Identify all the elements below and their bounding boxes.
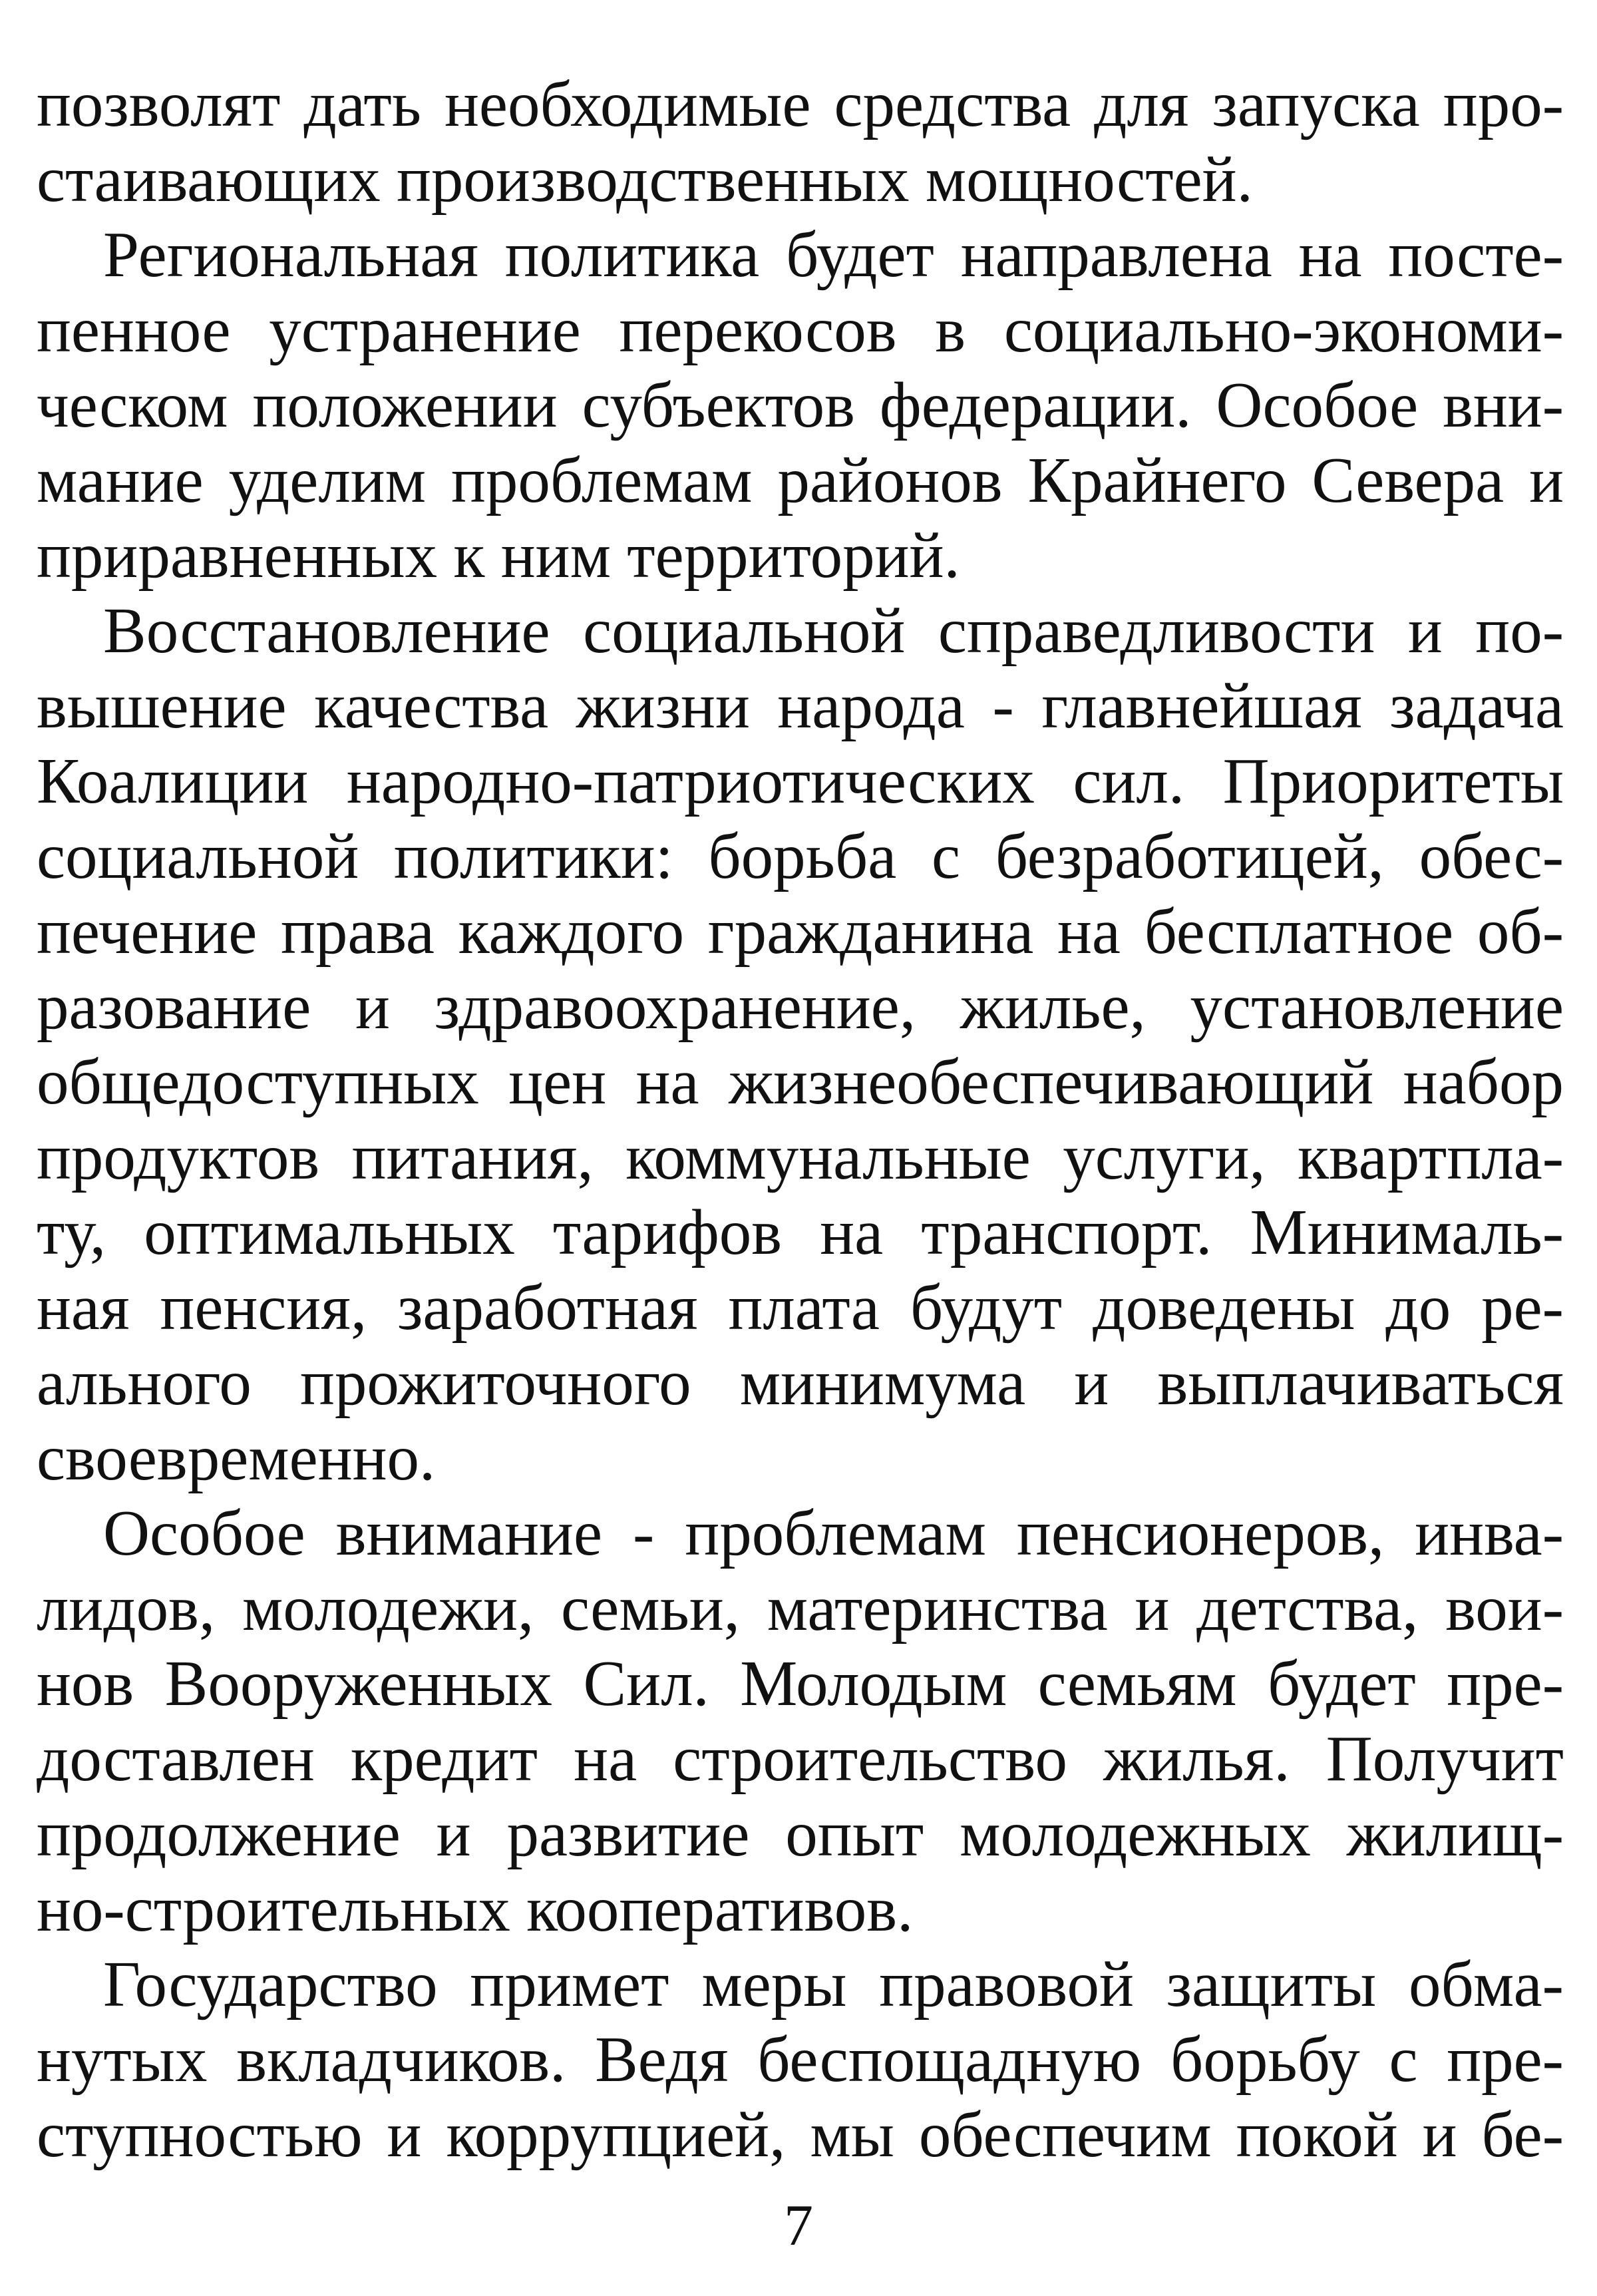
text-line: ступностью и коррупцией, мы обеспечим покой и бе-	[37, 2099, 1564, 2170]
page-body	[37, 67, 1564, 2172]
text-line: социальной политики: борьба с безработицей, обес-	[37, 821, 1564, 892]
text-line: приравненных к ним территорий.	[37, 520, 960, 591]
text-line: доставлен кредит на строительство жилья. Получит	[37, 1723, 1564, 1794]
text-line: мание уделим проблемам районов Крайнего Севера и	[37, 445, 1564, 516]
text-line: но-строительных кооперативов.	[37, 1873, 914, 1945]
text-line: продуктов питания, коммунальные услуги, квартпла-	[37, 1121, 1564, 1193]
text-line: разование и здравоохранение, жилье, установление	[37, 971, 1564, 1042]
text-line: продолжение и развитие опыт молодежных жилищ-	[37, 1798, 1564, 1869]
text-line: печение права каждого гражданина на бесплатное об-	[37, 896, 1564, 967]
text-line: ту, оптимальных тарифов на транспорт. Минималь-	[37, 1197, 1564, 1268]
text-line: нутых вкладчиков. Ведя беспощадную борьбу с пре-	[37, 2024, 1564, 2095]
text-line: Государство примет меры правовой защиты обма-	[103, 1949, 1564, 2020]
text-line: своевременно.	[37, 1422, 436, 1493]
text-line: лидов, молодежи, семьи, материнства и детства, вои-	[37, 1573, 1564, 1644]
text-line: ная пенсия, заработная плата будут доведены до ре-	[37, 1272, 1564, 1343]
text-line: общедоступных цен на жизнеобеспечивающий набор	[37, 1046, 1564, 1117]
text-line: ального прожиточного минимума и выплачиваться	[37, 1347, 1564, 1418]
paragraph	[37, 217, 1564, 593]
text-line: стаивающих производственных мощностей.	[37, 144, 1253, 215]
paragraph	[37, 67, 1564, 217]
text-line: Коалиции народно-патриотических сил. Приоритеты	[37, 745, 1564, 817]
text-line: Региональная политика будет направлена на посте-	[103, 219, 1564, 290]
page-number: 7	[784, 2194, 813, 2258]
text-line: Восстановление социальной справедливости и по-	[103, 595, 1564, 666]
text-line: позволят дать необходимые средства для запуска про-	[37, 69, 1564, 140]
paragraph	[37, 593, 1564, 1495]
text-line: ческом положении субъектов федерации. Особое вни-	[37, 369, 1564, 441]
paragraph	[37, 1495, 1564, 1947]
text-line: нов Вооруженных Сил. Молодым семьям будет пре-	[37, 1648, 1564, 1719]
text-line: Особое внимание - проблемам пенсионеров, инва-	[103, 1497, 1564, 1569]
text-line: пенное устранение перекосов в социально-экономи-	[37, 294, 1564, 365]
text-line: вышение качества жизни народа - главнейшая задача	[37, 670, 1564, 741]
paragraph	[37, 1947, 1564, 2172]
